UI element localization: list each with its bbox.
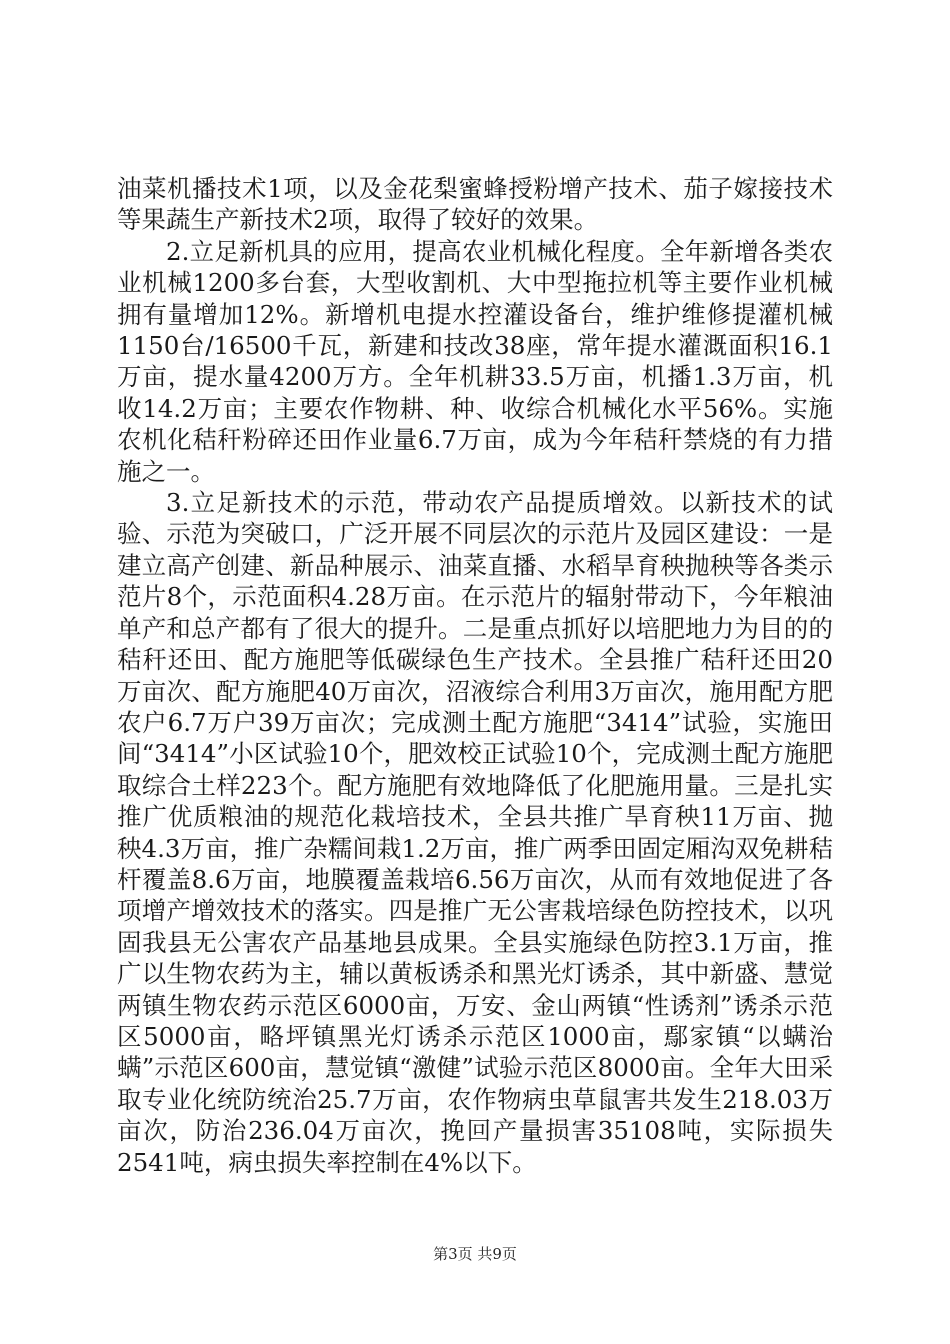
- page-number-footer: 第3页 共9页: [433, 1245, 517, 1263]
- paragraph-machinery: 2.立足新机具的应用，提高农业机械化程度。全年新增各类农业机械1200多台套，大型收割机、大中型拖拉机等主要作业机械拥有量增加12%。新增机电提水控灌设备台，维护维修提灌机械1150台/16500千瓦，新建和技改38座，常年提水灌溉面积16.1万亩，提水量4200万方。全年机耕33.5万亩，机播1.3万亩，机收14.2万亩；主要农作物耕、种、收综合机械化水平56%。实施农机化秸秆粉碎还田作业量6.7万亩，成为今年秸秆禁烧的有力措施之一。: [117, 236, 833, 486]
- document-body: [117, 173, 833, 1178]
- paragraph-technology-demonstration: 3.立足新技术的示范，带动农产品提质增效。以新技术的试验、示范为突破口，广泛开展不同层次的示范片及园区建设：一是建立高产创建、新品种展示、油菜直播、水稻旱育秧抛秧等各类示范片8个，示范面积4.28万亩。在示范片的辐射带动下，今年粮油单产和总产都有了很大的提升。二是重点抓好以培肥地力为目的的秸秆还田、配方施肥等低碳绿色生产技术。全县推广秸秆还田20万亩次、配方施肥40万亩次，沼液综合利用3万亩次，施用配方肥农户6.7万户39万亩次；完成测土配方施肥“3414”试验，实施田间“3414”小区试验10个，肥效校正试验10个，完成测土配方施肥取综合土样223个。配方施肥有效地降低了化肥施用量。三是扎实推广优质粮油的规范化栽培技术，全县共推广旱育秧11万亩、抛秧4.3万亩，推广杂糯间栽1.2万亩，推广两季田固定厢沟双免耕秸杆覆盖8.6万亩，地膜覆盖栽培6.56万亩次，从而有效地促进了各项增产增效技术的落实。四是推广无公害栽培绿色防控技术，以巩固我县无公害农产品基地县成果。全县实施绿色防控3.1万亩，推广以生物农药为主，辅以黄板诱杀和黑光灯诱杀，其中新盛、慧觉两镇生物农药示范区6000亩，万安、金山两镇“性诱剂”诱杀示范区5000亩，略坪镇黑光灯诱杀示范区1000亩，鄢家镇“以螨治螨”示范区600亩，慧觉镇“激健”试验示范区8000亩。全年大田采取专业化统防统治25.7万亩，农作物病虫草鼠害共发生218.03万亩次，防治236.04万亩次，挽回产量损害35108吨，实际损失2541吨，病虫损失率控制在4%以下。: [117, 488, 833, 1177]
- paragraph-continuation: 油菜机播技术1项，以及金花梨蜜蜂授粉增产技术、茄子嫁接技术等果蔬生产新技术2项，取得了较好的效果。: [117, 174, 833, 235]
